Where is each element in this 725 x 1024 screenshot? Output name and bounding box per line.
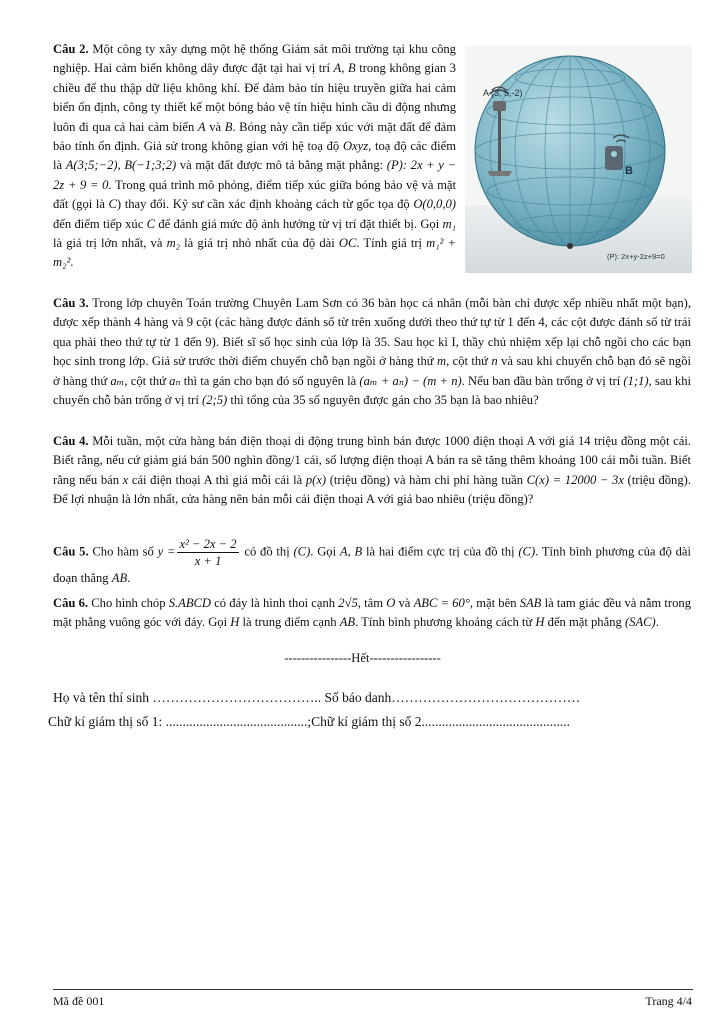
math-x: x [122,472,129,487]
question-5 [53,536,691,588]
question-text: , sau khi chuyển chỗ bàn trống ở vị trí [53,373,692,408]
math-expression: m₁² + m₂² [53,236,457,270]
math-C: C [108,197,117,212]
math-m: m [437,354,447,369]
math-y: y = [157,544,176,559]
question-text: . Nếu ban đầu bàn trống ở vị trí [461,373,624,388]
exam-code: Mã đề 001 [53,994,105,1008]
math-price-function: p(x) [305,472,327,487]
question-text: . Trong quá trình mô phỏng, điểm tiếp xúc giữa bóng bảo vệ và mặt đất (gọi là [53,177,456,212]
question-text: Cho hàm số [92,544,158,559]
question-text: . Tính bình phương khoảng cách từ [355,615,536,630]
question-text: , mặt bên [469,596,520,610]
math-AB: A, B [333,61,356,76]
question-text: là giá trị lớn nhất, và [53,236,167,251]
math-m2: m₂ [166,236,181,251]
math-angle: ABC = 60° [413,596,470,610]
math-H: H [535,615,545,630]
question-text: . [127,571,131,585]
question-text: Một công ty xây dựng một hệ thống Giám sát môi trường tại khu công nghiệp. Hai cảm biến không dây được đặt tại hai vị trí [53,42,456,76]
question-label: Câu 4. [53,434,89,448]
math-am: aₘ [110,373,125,388]
math-graph-C: (C) [518,544,536,559]
math-plane: (P): 2x + y − 2z + 9 = 0 [53,158,457,192]
question-4 [53,432,691,510]
math-cost-function: C(x) = 12000 − 3x [526,472,624,487]
end-marker: ----------------Hết----------------- [284,651,441,665]
math-origin: O(0,0,0) [413,197,456,212]
math-A: A [197,119,206,134]
math-AB: AB [111,571,128,585]
question-text: là tam giác đều và nằm trong mặt phẳng vuông góc với đáy. Gọi [53,596,691,630]
question-text: và [205,119,225,134]
question-label: Câu 5. [53,544,89,559]
question-text: . Tính giá trị [356,236,427,251]
math-OC: OC [338,236,357,251]
math-graph-C: (C) [293,544,311,559]
question-text: , cột thứ [124,373,170,388]
question-text: cái điện thoại A thì giá mỗi cái là [128,472,306,487]
question-label: Câu 3. [53,296,89,310]
math-point-B: B(−1;3;2) [124,158,177,173]
math-fraction [177,536,238,569]
math-C: C [146,216,156,231]
question-label: Câu 2. [53,42,89,56]
question-text: đến mặt phẳng [544,615,625,630]
math-H: H [230,615,240,630]
math-m1: m₁ [442,216,456,231]
math-AB: A, B [339,544,363,559]
question-text: . Bóng này cần tiếp xúc với mặt đất để đảm bảo tính ổn định. Giả sử trong không gian với hệ toạ độ [53,119,457,154]
question-text: và sau khi chuyển chỗ bạn đó sẽ ngồi ở hàng thứ [53,354,691,388]
question-text: . Tính bình phương của độ dài đoạn thẳng [53,544,692,585]
question-text: . [70,255,74,270]
math-B: B [224,119,233,134]
question-6 [53,594,691,633]
question-text: Mỗi tuần, một cửa hàng bán điện thoại di động trung bình bán được 1000 điện thoại A với giá 14 triệu đồng một cái. Biết rằng, nếu cứ giảm giá bán 500 nghìn đồng/1 cái, số lượng điện thoại A bán ra sẽ tăng thêm khoảng 100 cái mỗi tuần. Biết rằng nếu bán [53,434,691,487]
candidate-info-line: Họ và tên thí sinh ……………………………….. Số báo danh…………………………………… [53,690,581,705]
math-side-length: 2√5 [338,596,358,610]
question-text: trong không gian 3 chiều để thu thập dữ liệu không khí. Để đảm bảo tín hiệu truyền giữa hai cảm biến ổn định, công ty thiết kế một bóng bảo vệ tín hiệu hình cầu di động nhưng luôn đi qua cả hai cảm biến [53,61,456,134]
sphere-illustration [465,46,692,273]
question-text: Trong lớp chuyên Toán trường Chuyên Lam Sơn có 36 bàn học cá nhân (mỗi bàn chỉ được xếp nhiều nhất một bạn), được xếp thành 4 hàng và 9 cột (các hàng được đánh số từ trên xuống dưới theo thứ tự từ 1 đến 4, các cột được đánh số từ trái qua phải theo thứ tự từ 1 đến 9). Biết sĩ số học sinh của lớp là 35. Sau học kì I, thầy chủ nhiệm xếp lại chỗ ngồi cho các bạn học sinh trong lớp. Giả sử trước thời điểm chuyển chỗ bạn ngồi ở hàng thứ [53,296,692,369]
question-text: (triệu đồng). Để lợi nhuận là lớn nhất, cửa hàng nên bán mỗi cái điện thoại A với giá bao nhiêu (triệu đồng)? [53,472,691,507]
fraction-numerator: x² − 2x − 2 [179,537,237,551]
math-position-2: (2;5) [202,393,228,408]
question-text: có đáy là hình thoi cạnh [211,596,339,610]
math-position-1: (1;1) [623,373,649,388]
math-n: n [491,354,498,369]
question-text: . Gọi [310,544,340,559]
question-text: đến điểm tiếp xúc [53,216,147,231]
footer-divider [53,989,693,990]
question-label: Câu 6. [53,596,89,610]
question-text: , [117,158,125,173]
question-text: thì tổng của 35 số nguyên được gán cho 35 bạn là bao nhiêu? [227,393,539,408]
question-text: , toạ độ các điểm là [53,139,456,173]
math-an: aₙ [169,373,181,388]
label-point-a: A (3, 5,-2) [483,88,523,98]
math-pyramid: S.ABCD [168,596,212,610]
fraction-denominator: x + 1 [194,554,222,568]
question-text: là giá trị nhỏ nhất của độ dài [180,236,339,251]
label-plane: (P): 2x+y-2z+9=0 [607,252,665,261]
math-AB: AB [339,615,356,630]
math-face-SAB: SAB [519,596,542,610]
question-3 [53,294,691,410]
question-text: là trung điểm cạnh [239,615,340,630]
math-point-A: A(3;5;−2) [65,158,118,173]
math-expression: (aₘ + aₙ) − (m + n) [359,373,462,388]
question-text: . [655,615,659,630]
question-text: có đồ thị [240,544,294,559]
page-number: Trang 4/4 [645,994,692,1008]
math-Oxyz: Oxyz [342,139,369,154]
question-text: , cột thứ [446,354,492,369]
question-text: (triệu đồng) và hàm chi phí hàng tuần [326,472,527,487]
contact-point [567,243,573,249]
question-text: , tâm [357,596,387,610]
question-text: và [395,596,414,610]
question-text: Cho hình chóp [91,596,169,610]
question-text: ) thay đổi. Kỹ sư cần xác định khoảng cách từ gốc tọa độ [116,197,414,212]
label-point-b: B [625,165,633,177]
question-2 [53,40,456,273]
math-O: O [386,596,396,610]
proctor-signature-line: Chữ kí giám thị số 1: ..........................................;Chữ kí giám thị số 2............................................ [48,714,571,729]
question-text: và mặt đất được mô tả bằng mặt phẳng: [176,158,387,173]
question-text: thì ta gán cho bạn đó số nguyên là [180,373,360,388]
question-text: để đánh giá mức độ ảnh hưởng từ vị trí đặt thiết bị. Gọi [155,216,443,231]
question-text: là hai điểm cực trị của đồ thị [362,544,519,559]
math-plane-SAC: (SAC) [624,615,656,630]
